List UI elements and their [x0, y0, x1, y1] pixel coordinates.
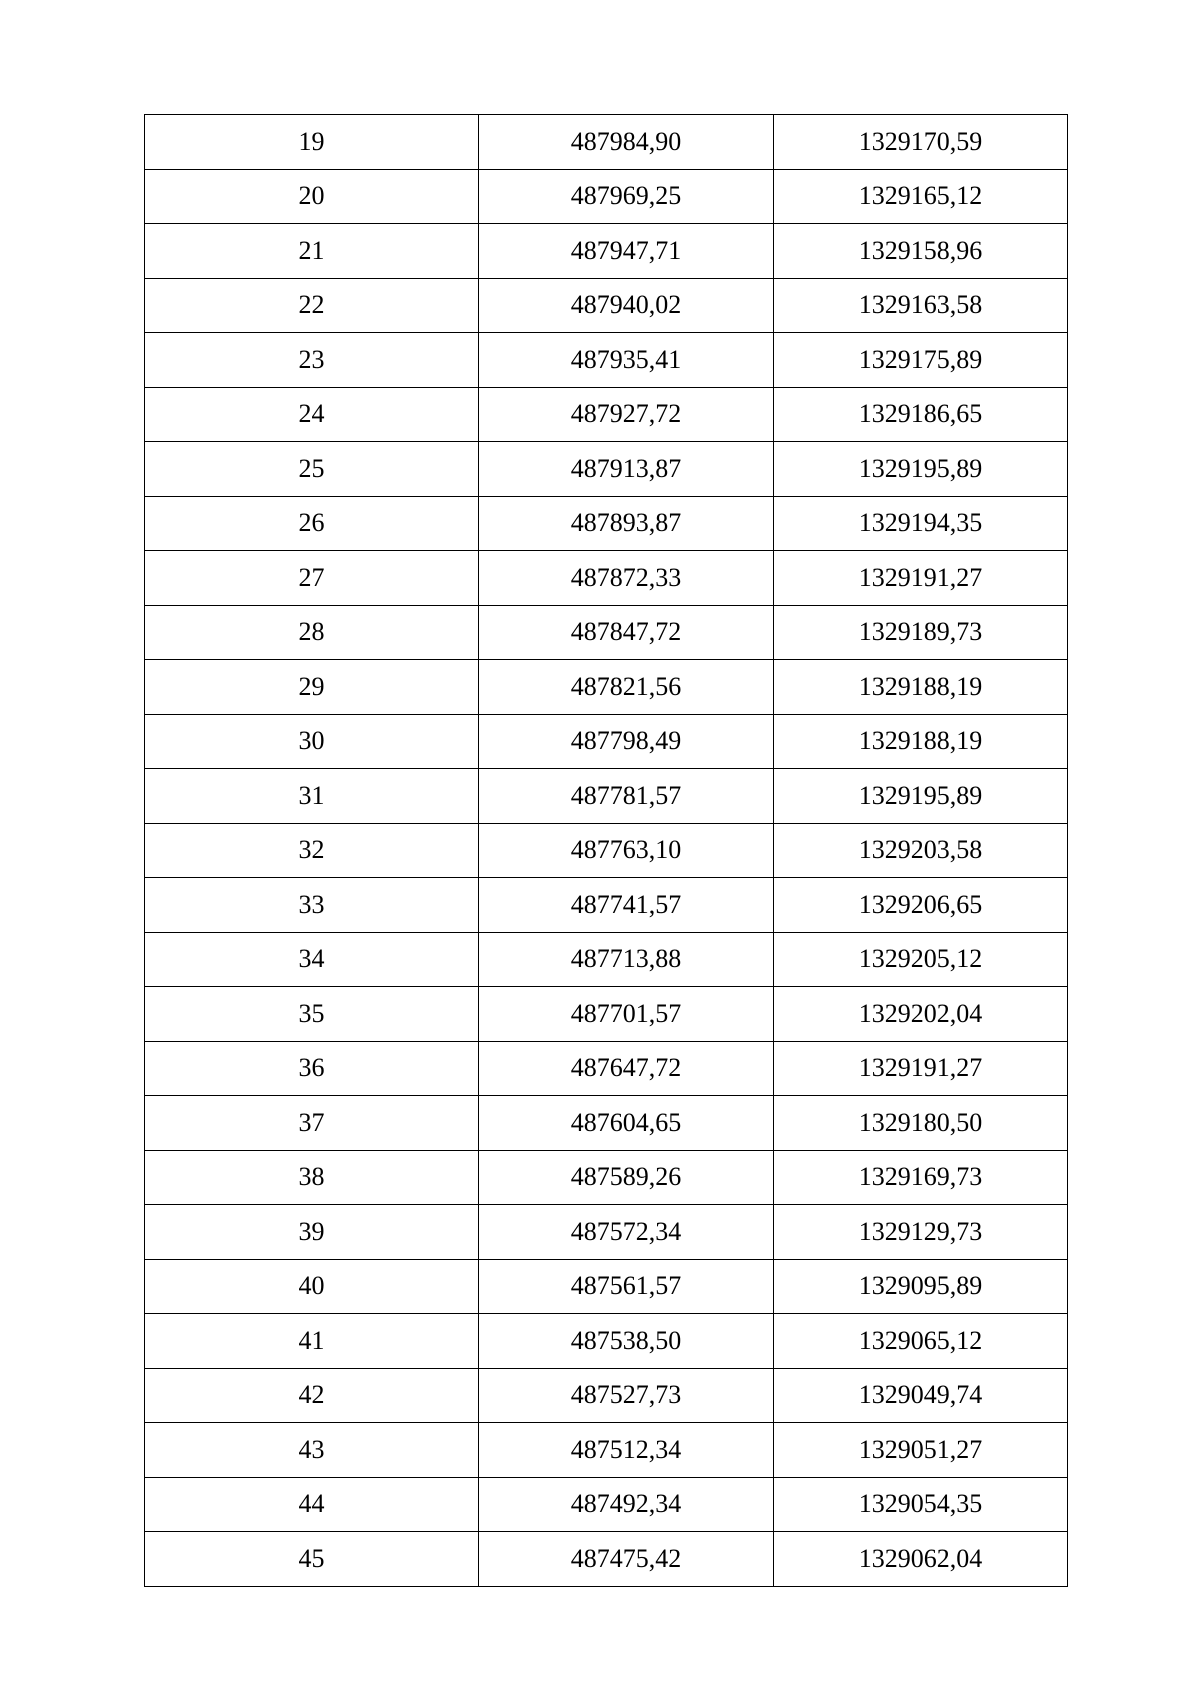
x-coordinate-cell: 487935,41: [479, 333, 774, 388]
y-coordinate-cell: 1329206,65: [774, 878, 1068, 933]
table-row: [145, 823, 1068, 878]
y-coordinate-cell: 1329188,19: [774, 660, 1068, 715]
point-number-cell: 21: [145, 224, 479, 279]
table-row: [145, 224, 1068, 279]
x-coordinate-cell: 487893,87: [479, 496, 774, 551]
point-number-cell: 19: [145, 115, 479, 170]
point-number-cell: 23: [145, 333, 479, 388]
table-row: [145, 387, 1068, 442]
point-number-cell: 28: [145, 605, 479, 660]
y-coordinate-cell: 1329129,73: [774, 1205, 1068, 1260]
x-coordinate-cell: 487475,42: [479, 1532, 774, 1587]
point-number-cell: 44: [145, 1477, 479, 1532]
y-coordinate-cell: 1329195,89: [774, 442, 1068, 497]
x-coordinate-cell: 487604,65: [479, 1096, 774, 1151]
x-coordinate-cell: 487798,49: [479, 714, 774, 769]
point-number-cell: 25: [145, 442, 479, 497]
table-row: [145, 1150, 1068, 1205]
coordinates-table: [144, 114, 1068, 1587]
point-number-cell: 33: [145, 878, 479, 933]
x-coordinate-cell: 487821,56: [479, 660, 774, 715]
y-coordinate-cell: 1329062,04: [774, 1532, 1068, 1587]
table-row: [145, 115, 1068, 170]
table-row: [145, 1423, 1068, 1478]
table-row: [145, 1314, 1068, 1369]
table-row: [145, 169, 1068, 224]
table-row: [145, 605, 1068, 660]
table-row: [145, 1205, 1068, 1260]
x-coordinate-cell: 487984,90: [479, 115, 774, 170]
x-coordinate-cell: 487913,87: [479, 442, 774, 497]
point-number-cell: 39: [145, 1205, 479, 1260]
point-number-cell: 26: [145, 496, 479, 551]
table-row: [145, 1477, 1068, 1532]
y-coordinate-cell: 1329203,58: [774, 823, 1068, 878]
table-row: [145, 769, 1068, 824]
x-coordinate-cell: 487940,02: [479, 278, 774, 333]
point-number-cell: 34: [145, 932, 479, 987]
point-number-cell: 38: [145, 1150, 479, 1205]
point-number-cell: 32: [145, 823, 479, 878]
x-coordinate-cell: 487741,57: [479, 878, 774, 933]
point-number-cell: 41: [145, 1314, 479, 1369]
y-coordinate-cell: 1329188,19: [774, 714, 1068, 769]
table-row: [145, 278, 1068, 333]
x-coordinate-cell: 487847,72: [479, 605, 774, 660]
x-coordinate-cell: 487947,71: [479, 224, 774, 279]
table-row: [145, 1041, 1068, 1096]
x-coordinate-cell: 487561,57: [479, 1259, 774, 1314]
table-row: [145, 551, 1068, 606]
y-coordinate-cell: 1329170,59: [774, 115, 1068, 170]
point-number-cell: 27: [145, 551, 479, 606]
table-row: [145, 1259, 1068, 1314]
y-coordinate-cell: 1329189,73: [774, 605, 1068, 660]
y-coordinate-cell: 1329195,89: [774, 769, 1068, 824]
x-coordinate-cell: 487538,50: [479, 1314, 774, 1369]
y-coordinate-cell: 1329158,96: [774, 224, 1068, 279]
x-coordinate-cell: 487781,57: [479, 769, 774, 824]
table-row: [145, 1368, 1068, 1423]
x-coordinate-cell: 487969,25: [479, 169, 774, 224]
x-coordinate-cell: 487647,72: [479, 1041, 774, 1096]
y-coordinate-cell: 1329165,12: [774, 169, 1068, 224]
x-coordinate-cell: 487492,34: [479, 1477, 774, 1532]
point-number-cell: 37: [145, 1096, 479, 1151]
x-coordinate-cell: 487927,72: [479, 387, 774, 442]
table-row: [145, 1532, 1068, 1587]
point-number-cell: 31: [145, 769, 479, 824]
point-number-cell: 30: [145, 714, 479, 769]
y-coordinate-cell: 1329054,35: [774, 1477, 1068, 1532]
x-coordinate-cell: 487572,34: [479, 1205, 774, 1260]
y-coordinate-cell: 1329180,50: [774, 1096, 1068, 1151]
y-coordinate-cell: 1329191,27: [774, 1041, 1068, 1096]
x-coordinate-cell: 487713,88: [479, 932, 774, 987]
y-coordinate-cell: 1329169,73: [774, 1150, 1068, 1205]
table-row: [145, 333, 1068, 388]
y-coordinate-cell: 1329186,65: [774, 387, 1068, 442]
x-coordinate-cell: 487527,73: [479, 1368, 774, 1423]
point-number-cell: 40: [145, 1259, 479, 1314]
point-number-cell: 36: [145, 1041, 479, 1096]
coordinates-table-body: [145, 115, 1068, 1587]
y-coordinate-cell: 1329205,12: [774, 932, 1068, 987]
table-row: [145, 1096, 1068, 1151]
point-number-cell: 45: [145, 1532, 479, 1587]
y-coordinate-cell: 1329163,58: [774, 278, 1068, 333]
y-coordinate-cell: 1329049,74: [774, 1368, 1068, 1423]
y-coordinate-cell: 1329202,04: [774, 987, 1068, 1042]
point-number-cell: 20: [145, 169, 479, 224]
point-number-cell: 42: [145, 1368, 479, 1423]
table-row: [145, 878, 1068, 933]
x-coordinate-cell: 487763,10: [479, 823, 774, 878]
y-coordinate-cell: 1329191,27: [774, 551, 1068, 606]
y-coordinate-cell: 1329065,12: [774, 1314, 1068, 1369]
table-row: [145, 442, 1068, 497]
y-coordinate-cell: 1329194,35: [774, 496, 1068, 551]
table-row: [145, 496, 1068, 551]
point-number-cell: 43: [145, 1423, 479, 1478]
point-number-cell: 35: [145, 987, 479, 1042]
table-row: [145, 987, 1068, 1042]
x-coordinate-cell: 487589,26: [479, 1150, 774, 1205]
point-number-cell: 24: [145, 387, 479, 442]
table-row: [145, 932, 1068, 987]
table-row: [145, 714, 1068, 769]
point-number-cell: 22: [145, 278, 479, 333]
y-coordinate-cell: 1329175,89: [774, 333, 1068, 388]
x-coordinate-cell: 487872,33: [479, 551, 774, 606]
x-coordinate-cell: 487512,34: [479, 1423, 774, 1478]
point-number-cell: 29: [145, 660, 479, 715]
y-coordinate-cell: 1329095,89: [774, 1259, 1068, 1314]
table-row: [145, 660, 1068, 715]
y-coordinate-cell: 1329051,27: [774, 1423, 1068, 1478]
x-coordinate-cell: 487701,57: [479, 987, 774, 1042]
